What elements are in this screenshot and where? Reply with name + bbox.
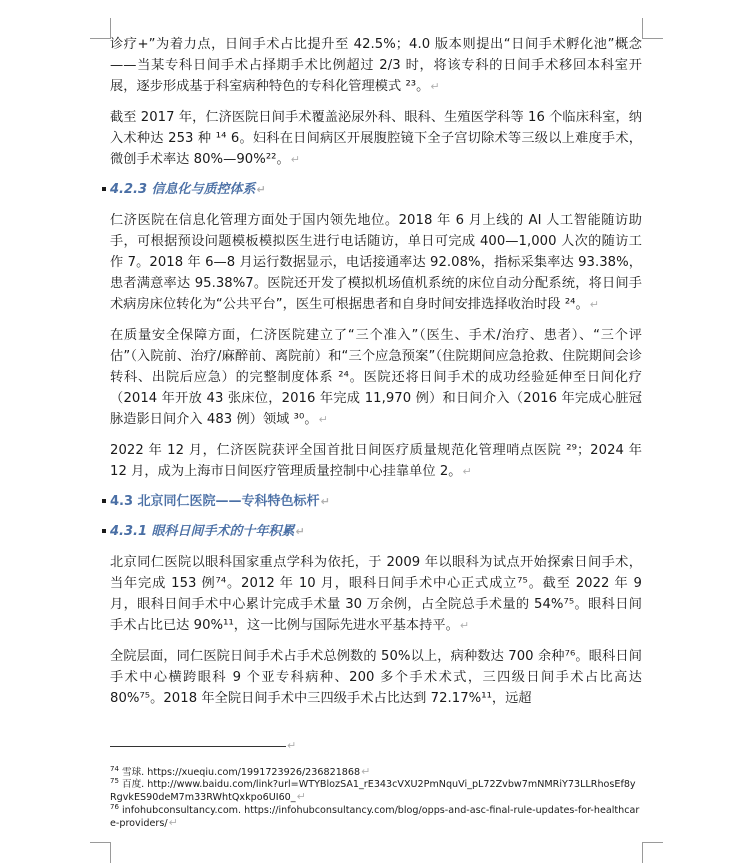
footnote-76 xyxy=(110,802,642,830)
crop-mark-bottom-left xyxy=(90,842,111,863)
heading-4-3 xyxy=(110,492,642,512)
heading-4-2-3 xyxy=(110,180,642,200)
paragraph-tongren-hospital-level xyxy=(110,646,642,709)
footnote-number: 74 xyxy=(110,764,119,773)
paragraph-mark: ↵ xyxy=(295,525,305,538)
paragraph-mark: ↵ xyxy=(168,815,178,829)
paragraph-mark: ↵ xyxy=(318,413,328,426)
paragraph-coverage-2017 xyxy=(110,107,642,170)
crop-mark-top-left xyxy=(90,18,111,39)
paragraph-text: 截至 2017 年，仁济医院日间手术覆盖泌尿外科、眼科、生殖医学科等 16 个临床科室，纳入术种达 253 种 ¹⁴ 6。妇科在日间病区开展腹腔镜下全子宫切除术等三级以上难度手术，微创手术率达 80%—90%²²。 xyxy=(110,110,642,167)
paragraph-tongren-ophthalmology xyxy=(110,552,642,636)
footnote-75 xyxy=(110,779,642,804)
heading-text: 4.3 北京同仁医院——专科特色标杆 xyxy=(110,494,320,509)
paragraph-text: 全院层面，同仁医院日间手术占手术总例数的 50%以上，病种数达 700 余种⁷⁶。眼科日间手术中心横跨眼科 9 个亚专科病种、200 多个手术术式，三四级日间手术占比高达 80%⁷⁵。2018 年全院日间手术中三四级手术占比达到 72.17%¹¹，远超 xyxy=(110,649,642,706)
paragraph-mark: ↵ xyxy=(296,790,306,804)
paragraph-text: 北京同仁医院以眼科国家重点学科为依托，于 2009 年以眼科为试点开始探索日间手术，当年完成 153 例⁷⁴。2012 年 10 月，眼科日间手术中心正式成立⁷⁵。截至 2022 年 9 月，眼科日间手术中心累计完成手术量 30 万余例，占全院总手术量的 54%⁷⁵。眼科日间手术占比已达 90%¹¹，这一比例与国际先进水平基本持平。 xyxy=(110,555,642,633)
heading-text: 4.3.1 眼科日间手术的十年积累 xyxy=(110,524,295,539)
paragraph-mark: ↵ xyxy=(320,495,330,508)
heading-4-3-1 xyxy=(110,522,642,542)
footnote-number: 75 xyxy=(110,777,119,786)
footnote-separator xyxy=(110,746,286,747)
footnote-number: 76 xyxy=(110,802,119,811)
paragraph-text: 在质量安全保障方面，仁济医院建立了“三个准入”（医生、手术/治疗、患者）、“三个评估”（入院前、治疗/麻醉前、离院前）和“三个应急预案”（住院期间应急抢救、住院期间会诊转科、出院后应急）的完整制度体系 ²⁴。医院还将日间手术的成功经验延伸至日间化疗（2014 年开放 43 张床位，2016 年完成 11,970 例）和日间介入（2016 年完成心脏冠脉造影日间介入 483 例）领域 ³⁰。 xyxy=(110,328,642,427)
paragraph-text: 仁济医院在信息化管理方面处于国内领先地位。2018 年 6 月上线的 AI 人工智能随访助手，可根据预设问题模板模拟医生进行电话随访，单日可完成 400—1,000 人次的随访工作 7。2018 年 6—8 月运行数据显示，电话接通率达 92.08%，指标采集率达 93.38%，患者满意率达 95.38%7。医院还开发了模拟机场值机系统的床位自动分配系统，将日间手术病房床位转化为“公共平台”，医生可根据患者和自身时间安排选择收治时段 ²⁴。 xyxy=(110,213,642,312)
paragraph-sentinel-hospital xyxy=(110,440,642,482)
paragraph-mark: ↵ xyxy=(361,765,371,778)
paragraph-quality-safety xyxy=(110,325,642,430)
paragraph-mark: ↵ xyxy=(462,465,472,478)
crop-mark-top-right xyxy=(642,18,663,39)
paragraph-incubation-pool xyxy=(110,34,642,97)
paragraph-mark: ↵ xyxy=(290,153,301,166)
crop-mark-bottom-right xyxy=(642,842,663,863)
footnotes xyxy=(110,766,642,830)
paragraph-mark: ↵ xyxy=(256,183,266,196)
footnote-text: infohubconsultancy.com. https://infohubconsultancy.com/blog/opps-and-asc-final-rule-updates-for-healthcare-providers/ xyxy=(110,804,640,829)
footnote-text: 百度. http://www.baidu.com/link?url=WTYBlozSA1_rE343cVXU2PmNquVi_pL72Zvbw7mNMRiY73LLRhosEf8yRgvkES90deM7m33RWhtQxkpo6UI60_ xyxy=(110,779,636,804)
document-body xyxy=(110,34,642,719)
paragraph-mark: ↵ xyxy=(589,298,600,311)
heading-text: 4.2.3 信息化与质控体系 xyxy=(110,182,256,197)
footnote-74 xyxy=(110,766,642,779)
paragraph-text: 诊疗+”为着力点，日间手术占比提升至 42.5%；4.0 版本则提出“日间手术孵化池”概念——当某专科日间手术占择期手术比例超过 2/3 时，将该专科的日间手术移回本科室开展，逐步形成基于科室病种特色的专科化管理模式 ²³。 xyxy=(110,37,642,94)
paragraph-mark: ↵ xyxy=(459,619,470,632)
footnote-text: 雪球. https://xueqiu.com/1991723926/236821868 xyxy=(118,767,361,778)
paragraph-text: 2022 年 12 月，仁济医院获评全国首批日间医疗质量规范化管理哨点医院 ²⁹；2024 年 12 月，成为上海市日间医疗管理质量控制中心挂靠单位 2。 xyxy=(110,443,642,479)
paragraph-mark: ↵ xyxy=(430,80,440,93)
paragraph-informatization xyxy=(110,210,642,315)
footnote-separator-mark: ↵ xyxy=(287,739,297,752)
